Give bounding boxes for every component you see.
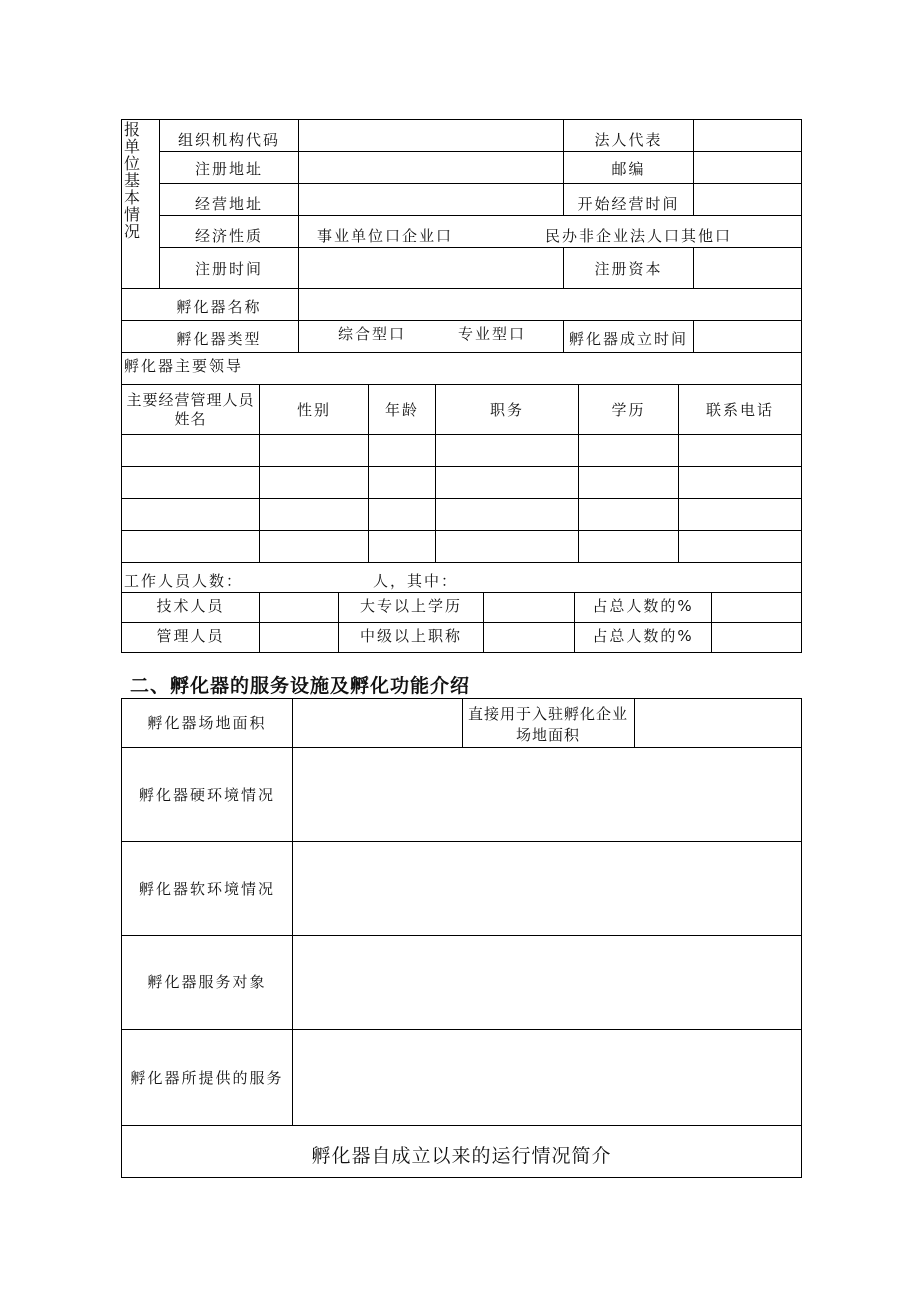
header-name: 主要经营管理人员姓名 (126, 391, 255, 428)
label-incubator-name: 孵化器名称 (176, 298, 262, 316)
table-row[interactable] (122, 499, 801, 530)
service-target-value[interactable] (293, 936, 801, 1029)
pct-1-value[interactable] (712, 593, 801, 622)
label-direct-area: 直接用于入驻孵化企业场地面积 (467, 705, 628, 744)
reg-address-value[interactable] (299, 152, 563, 183)
header-age: 年龄 (384, 401, 419, 419)
label-incubator-type: 孵化器类型 (176, 330, 262, 348)
header-gender: 性别 (296, 401, 331, 419)
staff-count-value[interactable] (240, 565, 370, 591)
label-legal-rep: 法人代表 (594, 131, 663, 149)
label-reg-time: 注册时间 (194, 260, 263, 278)
econ-option-2[interactable]: 民办非企业法人口其他口 (545, 227, 733, 245)
org-code-value[interactable] (299, 120, 563, 151)
mgmt-staff-value[interactable] (260, 623, 338, 652)
label-org-code: 组织机构代码 (177, 131, 280, 149)
label-incubator-leaders: 孵化器主要领导 (124, 357, 244, 375)
label-service-target: 孵化器服务对象 (147, 973, 267, 991)
label-op-address: 经营地址 (194, 195, 263, 213)
reg-time-value[interactable] (299, 248, 563, 288)
founded-time-value[interactable] (694, 321, 801, 352)
college-degree-value[interactable] (484, 593, 574, 622)
label-tech-staff: 技术人员 (156, 597, 225, 615)
label-site-area: 孵化器场地面积 (147, 714, 267, 732)
type-option-specialized[interactable]: 专业型口 (458, 325, 527, 343)
label-college-degree: 大专以上学历 (359, 597, 462, 615)
table-row[interactable] (122, 531, 801, 562)
label-reg-capital: 注册资本 (594, 260, 663, 278)
side-label-text: 报单位基本情况 (123, 120, 140, 241)
hard-env-value[interactable] (293, 748, 801, 841)
mid-title-value[interactable] (484, 623, 574, 652)
tech-staff-value[interactable] (260, 593, 338, 622)
site-area-value[interactable] (293, 699, 462, 747)
op-address-value[interactable] (299, 184, 563, 215)
label-soft-env: 孵化器软环境情况 (138, 880, 275, 898)
label-services: 孵化器所提供的服务 (130, 1069, 284, 1087)
services-value[interactable] (293, 1030, 801, 1125)
incubator-name-value[interactable] (299, 289, 801, 320)
op-start-value[interactable] (694, 184, 801, 215)
label-staff-count-unit: 人，其中： (373, 572, 459, 590)
label-postcode: 邮编 (611, 160, 646, 178)
label-mid-title: 中级以上职称 (359, 627, 462, 645)
label-staff-count: 工作人员人数： (124, 572, 244, 590)
reg-capital-value[interactable] (694, 248, 801, 288)
section-2-title: 二、孵化器的服务设施及孵化功能介绍 (130, 675, 471, 697)
postcode-value[interactable] (694, 152, 801, 183)
label-reg-address: 注册地址 (194, 160, 263, 178)
econ-option-1[interactable]: 事业单位口企业口 (317, 227, 454, 245)
label-mgmt-staff: 管理人员 (156, 627, 225, 645)
label-op-start: 开始经营时间 (577, 195, 680, 213)
pct-2-value[interactable] (712, 623, 801, 652)
soft-env-value[interactable] (293, 842, 801, 935)
side-label-applicant-info (123, 121, 141, 240)
label-econ-nature: 经济性质 (194, 227, 263, 245)
table-row[interactable] (122, 467, 801, 498)
label-hard-env: 孵化器硬环境情况 (138, 786, 275, 804)
label-operation-history: 孵化器自成立以来的运行情况简介 (311, 1145, 612, 1167)
direct-area-value[interactable] (635, 699, 801, 747)
table-row[interactable] (122, 435, 801, 466)
label-pct-1: 占总人数的% (592, 597, 694, 615)
header-education: 学历 (611, 401, 646, 419)
label-pct-2: 占总人数的% (592, 627, 694, 645)
type-option-comprehensive[interactable]: 综合型口 (338, 325, 407, 343)
legal-rep-value[interactable] (694, 120, 801, 151)
header-position: 职务 (489, 401, 524, 419)
label-founded-time: 孵化器成立时间 (568, 330, 688, 348)
header-phone: 联系电话 (705, 401, 774, 419)
